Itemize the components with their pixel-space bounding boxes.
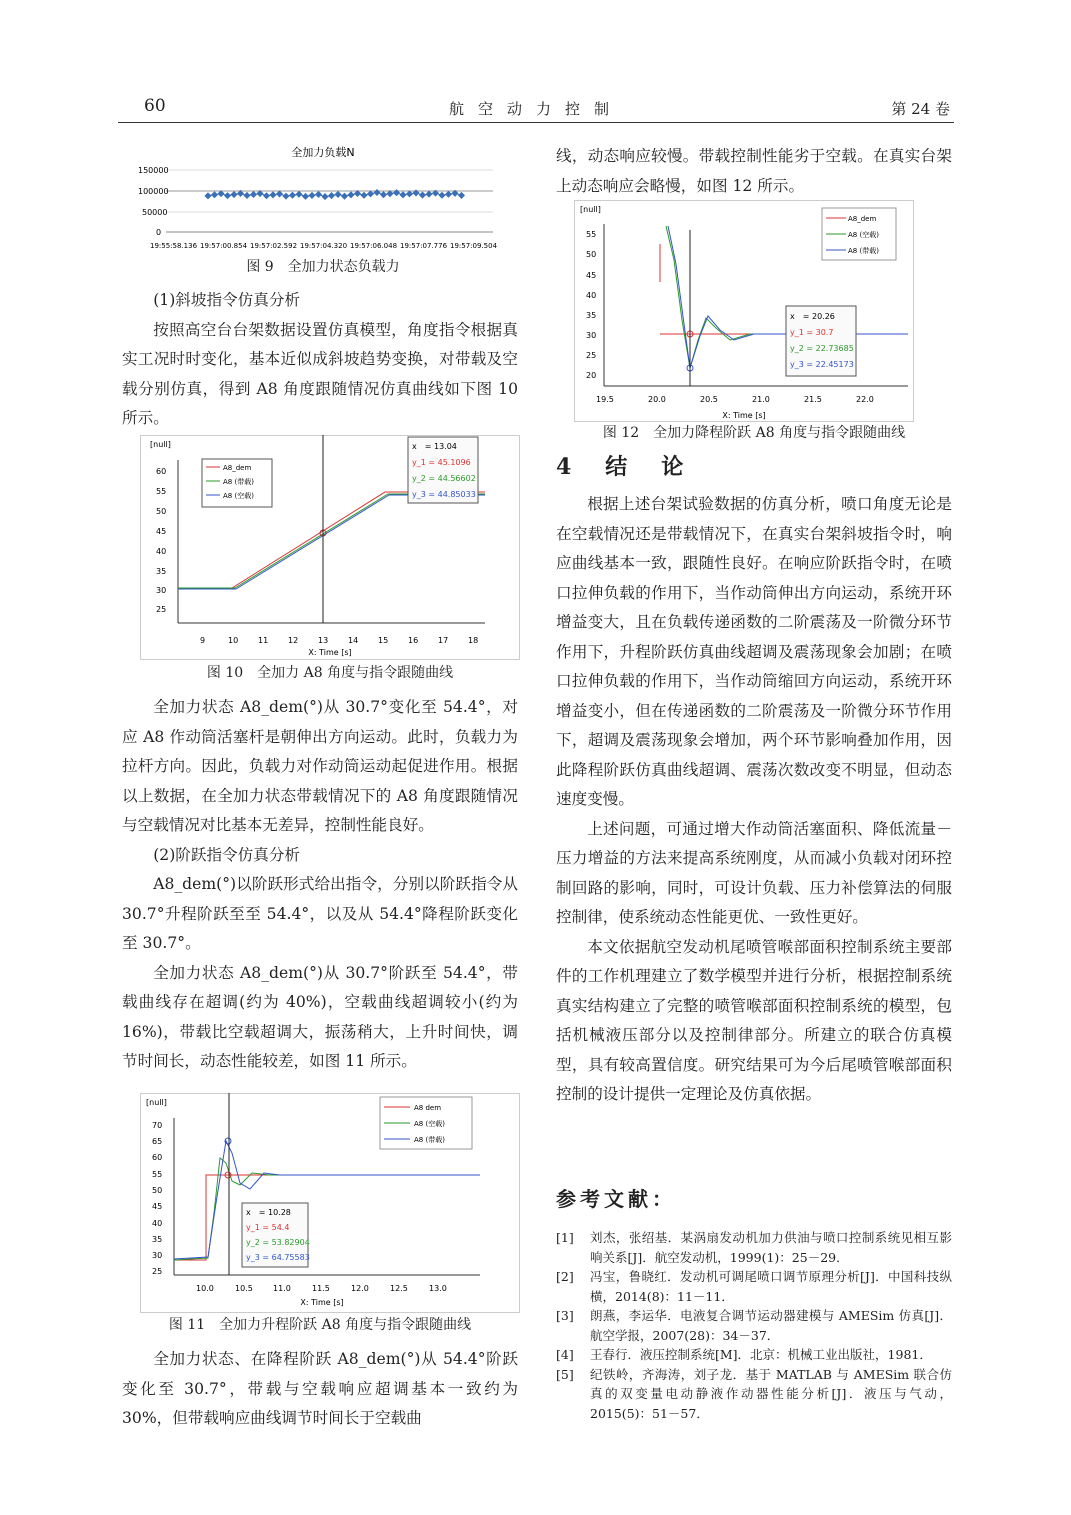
fig10-ytick: 60: [156, 467, 167, 476]
fig9-point: [425, 191, 432, 198]
fig9-point: [328, 192, 335, 199]
ref-number: [3]: [556, 1308, 574, 1323]
fig10-xtick: 9: [200, 636, 206, 645]
fig11-ytick: 50: [152, 1186, 163, 1195]
fig10-ytick: 50: [156, 507, 167, 516]
fig9-point: [224, 192, 231, 199]
fig11-readout-y1: y_1 = 54.4: [246, 1223, 290, 1232]
fig11-xtick: 10.0: [196, 1284, 214, 1293]
paragraph: A8_dem(°)以阶跃形式给出指令，分别以阶跃指令从 30.7°升程阶跃至至 54.4°，以及从 54.4°降程阶跃变化至 30.7°。: [122, 875, 518, 952]
fig12-ytick: 45: [586, 271, 597, 280]
paragraph: 本文依据航空发动机尾喷管喉部面积控制系统主要部件的工作机理建立了数学模型并进行分析，根据控制系统真实结构建立了完整的喷管喉部面积控制系统的模型，包括机械液压部分以及控制律部分。所建立的联合仿真模型，具有较高置信度。研究结果可为今后尾喷管喉部面积控制的设计提供一定理论及仿真依据。: [556, 937, 952, 1103]
section-heading: 4 结 论: [556, 454, 690, 480]
fig9-ytick: 100000: [138, 187, 169, 196]
ref-number: [5]: [556, 1366, 574, 1382]
fig11-legend-1: A8 dem: [414, 1104, 442, 1112]
fig9-xtick: 19:57:02.592: [250, 242, 298, 250]
fig11-ytick: 35: [152, 1235, 163, 1244]
fig10-xlabel: X: Time [s]: [308, 648, 352, 657]
fig9-point: [315, 191, 322, 198]
fig9-point: [269, 191, 276, 198]
fig11-readout-x: x = 10.28: [246, 1208, 291, 1217]
fig11-readout: [242, 1203, 310, 1267]
left-text-1: [122, 286, 518, 434]
fig9-point: [289, 192, 296, 199]
fig11-xtick: 11.0: [273, 1284, 291, 1293]
fig9-point: [380, 191, 387, 198]
fig10-xtick: 14: [348, 636, 359, 645]
fig10-xtick: 11: [258, 636, 269, 645]
fig9-point: [308, 192, 315, 199]
fig9-ytick: 150000: [138, 166, 169, 175]
fig9-point: [419, 192, 426, 199]
fig9-title: 全加力负载N: [291, 146, 355, 159]
fig9-point: [250, 191, 257, 198]
reference-item: [556, 1345, 952, 1365]
fig9-point: [302, 193, 309, 200]
fig9-point: [393, 189, 400, 196]
fig10-ytick: 30: [156, 586, 167, 595]
fig12-caption: 图 12 全加力降程阶跃 A8 角度与指令跟随曲线: [602, 425, 906, 441]
fig9-point: [347, 191, 354, 198]
fig11-ytick: 45: [152, 1202, 163, 1211]
fig9-point: [445, 191, 452, 198]
fig9-point: [243, 192, 250, 199]
fig12-chart: [574, 200, 914, 422]
fig12-legend: [822, 208, 896, 260]
fig11-ytick: 70: [152, 1121, 163, 1130]
fig9-xtick: 19:55:58.136: [150, 242, 198, 250]
fig9-xtick: 19:57:06.048: [350, 242, 398, 250]
fig10-readout-y3: y_3 = 44.85033: [412, 490, 476, 499]
figure-9: [138, 140, 508, 255]
fig9-point: [412, 189, 419, 196]
fig10-xtick: 10: [228, 636, 239, 645]
fig10-chart: [140, 435, 520, 660]
fig10-null: [null]: [150, 440, 171, 449]
fig10-xtick: 17: [438, 636, 449, 645]
fig12-legend-2: A8 (空载): [848, 231, 879, 239]
figure-10: [140, 435, 520, 660]
fig11-readout-y3: y_3 = 64.75583: [246, 1253, 310, 1262]
fig12-readout: [786, 306, 856, 376]
fig11-ytick: 25: [152, 1267, 163, 1276]
fig10-legend-1: A8_dem: [223, 464, 252, 472]
paragraph: 根据上述台架试验数据的仿真分析，喷口角度无论是在空载情况还是带载情况下，在真实台架斜坡指令时，响应曲线基本一致，跟随性良好。在响应阶跃指令时，在喷口拉伸负载的作用下，当作动筒伸出方向运动，系统开环增益变大，且在负载传递函数的二阶震荡及一阶微分环节作用下，升程阶跃仿真曲线超调及震荡现象会加剧；在喷口拉伸负载的作用下，当作动筒缩回方向运动，系统开环增益变小，但在传递函数的二阶震荡及一阶微分环节作用下，超调及震荡现象会增加，两个环节影响叠加作用，因此降程阶跃仿真曲线超调、震荡次数改变不明显，但动态速度变慢。: [556, 495, 952, 808]
fig10-xtick: 18: [468, 636, 479, 645]
fig10-xtick: 13: [318, 636, 329, 645]
fig9-xtick: 19:57:00.854: [200, 242, 248, 250]
fig12-xtick: 21.0: [752, 395, 770, 404]
fig10-legend: [202, 459, 272, 507]
fig10-ytick: 40: [156, 547, 167, 556]
ref-number: [1]: [556, 1230, 574, 1245]
fig9-chart: [138, 140, 508, 255]
right-text-1: [556, 490, 952, 1110]
fig12-xtick: 22.0: [856, 395, 874, 404]
journal-name: 航空动力控制: [448, 100, 623, 118]
fig10-legend-3: A8 (空载): [223, 492, 254, 500]
fig12-readout-y2: y_2 = 22.73685: [790, 344, 854, 353]
fig9-point: [321, 193, 328, 200]
ref-number: [4]: [556, 1347, 574, 1362]
references-heading: 参考文献：: [556, 1187, 676, 1211]
fig9-point: [360, 192, 367, 199]
fig10-legend-2: A8 (带载): [223, 478, 254, 486]
fig9-point: [211, 191, 218, 198]
reference-item: [556, 1365, 952, 1424]
fig10-caption: 图 10 全加力 A8 角度与指令跟随曲线: [206, 665, 454, 681]
fig9-point: [263, 192, 270, 199]
fig9-xtick: 19:57:04.320: [300, 242, 348, 250]
section-step: (2)阶跃指令仿真分析: [153, 845, 301, 864]
page-header: [118, 96, 954, 123]
figure-12: [574, 200, 914, 422]
section-ramp: (1)斜坡指令仿真分析: [153, 291, 301, 309]
fig12-ytick: 20: [586, 371, 597, 380]
fig11-chart: [140, 1093, 520, 1313]
fig12-ytick: 50: [586, 250, 597, 259]
fig10-ytick: 35: [156, 567, 167, 576]
fig11-ytick: 65: [152, 1137, 163, 1146]
fig12-ytick: 40: [586, 291, 597, 300]
fig11-xtick: 12.0: [351, 1284, 369, 1293]
ref-number: [2]: [556, 1269, 574, 1284]
fig11-ytick: 55: [152, 1170, 163, 1179]
fig12-xtick: 21.5: [804, 395, 822, 404]
reference-item: [556, 1267, 952, 1306]
fig10-xtick: 16: [408, 636, 419, 645]
fig9-point: [334, 191, 341, 198]
fig9-point: [295, 191, 302, 198]
paragraph: 按照高空台台架数据设置仿真模型，角度指令根据真实工况时时变化，基本近似成斜坡趋势变换，对带载及空载分别仿真，得到 A8 角度跟随情况仿真曲线如下图 10 所示。: [122, 320, 518, 427]
fig9-caption: 图 9 全加力状态负载力: [246, 259, 400, 275]
fig11-xtick: 10.5: [235, 1284, 253, 1293]
ref-text: 纪铁岭，齐海涛，刘子龙．基于 MATLAB 与 AMESim 联合仿真的双变量电动静液作动器性能分析[J]．液压与气动，2015(5)：51－57．: [590, 1366, 952, 1421]
fig12-xtick: 20.5: [700, 395, 718, 404]
paragraph: 线，动态响应较慢。带载控制性能劣于空载。在真实台架上动态响应会略慢，如图 12 所示。: [556, 147, 952, 195]
fig9-point: [282, 193, 289, 200]
fig12-xtick: 20.0: [648, 395, 666, 404]
right-text-0: [556, 142, 952, 201]
fig12-legend-1: A8_dem: [848, 215, 877, 223]
paragraph: 全加力状态 A8_dem(°)从 30.7°变化至 54.4°，对应 A8 作动筒活塞杆是朝伸出方向运动。此时，负载力为拉杆方向。因此，负载力对作动筒运动起促进作用。根据以上数据，在全加力状态带载情况下的 A8 角度跟随情况与空载情况对比基本无差异，控制性能良好。: [122, 698, 518, 834]
ref-text: 朗燕，李运华．电液复合调节运动器建模与 AMESim 仿真[J]．航空学报，2007(28)：34－37．: [590, 1308, 952, 1343]
fig11-caption: 图 11 全加力升程阶跃 A8 角度与指令跟随曲线: [168, 1317, 472, 1333]
fig10-ytick: 25: [156, 605, 167, 614]
fig10-xtick: 15: [378, 636, 389, 645]
fig11-legend-2: A8 (空载): [414, 1120, 445, 1128]
fig11-ytick: 40: [152, 1219, 163, 1228]
fig12-readout-y1: y_1 = 30.7: [790, 328, 834, 337]
paragraph: 上述问题，可通过增大作动筒活塞面积、降低流量－压力增益的方法来提高系统刚度，从而减小负载对闭环控制回路的影响，同时，可设计负载、压力补偿算法的伺服控制律，使系统动态性能更优、一致性更好。: [556, 819, 952, 926]
fig11-ytick: 60: [152, 1153, 163, 1162]
fig11-xtick: 11.5: [312, 1284, 330, 1293]
fig9-xtick: 19:57:07.776: [400, 242, 448, 250]
fig11-null: [null]: [146, 1098, 167, 1107]
volume: 第 24 卷: [891, 100, 950, 118]
fig9-ytick: 50000: [142, 208, 168, 217]
paragraph: 全加力状态 A8_dem(°)从 30.7°阶跃至 54.4°，带载曲线存在超调(约为 40%)，空载曲线超调较小(约为 16%)，带载比空载超调大，振荡稍大，上升时间快，调节时间长，动态性能较差，如图 11 所示。: [122, 963, 518, 1070]
ref-text: 王春行．液压控制系统[M]．北京：机械工业出版社，1981．: [590, 1347, 932, 1362]
ref-text: 冯宝，鲁晓红．发动机可调尾喷口调节原理分析[J]．中国科技纵横，2014(8)：11－11．: [590, 1269, 952, 1304]
fig12-legend-3: A8 (带载): [848, 247, 879, 255]
page-number: 60: [144, 96, 166, 116]
fig12-null: [null]: [580, 205, 601, 214]
fig11-xtick: 13.0: [429, 1284, 447, 1293]
figure-11: [140, 1093, 520, 1313]
fig9-point: [399, 191, 406, 198]
reference-item: [556, 1306, 952, 1345]
fig9-ytick: 0: [156, 228, 162, 237]
fig11-legend: [380, 1097, 472, 1149]
fig11-legend-3: A8 (带载): [414, 1136, 445, 1144]
fig10-xtick: 12: [288, 636, 299, 645]
fig11-xtick: 12.5: [390, 1284, 408, 1293]
fig9-point: [341, 193, 348, 200]
fig9-xtick: 19:57:09.504: [450, 242, 498, 250]
fig11-readout-y2: y_2 = 53.82904: [246, 1238, 310, 1247]
fig12-xlabel: X: Time [s]: [722, 411, 766, 420]
fig11-ytick: 30: [152, 1251, 163, 1260]
references-list: [556, 1228, 952, 1423]
fig10-readout: [408, 437, 478, 503]
fig12-ytick: 55: [586, 230, 597, 239]
ref-text: 刘杰，张绍基．某涡扇发动机加力供油与喷口控制系统见相互影响关系[J]．航空发动机，1999(1)：25－29．: [590, 1230, 952, 1265]
fig12-xtick: 19.5: [596, 395, 614, 404]
left-text-3: [122, 1345, 518, 1434]
fig10-readout-x: x = 13.04: [412, 442, 457, 451]
paragraph: 全加力状态、在降程阶跃 A8_dem(°)从 54.4°阶跃变化至 30.7°，带载与空载响应超调基本一致约为 30%，但带载响应曲线调节时间长于空载曲: [122, 1350, 518, 1427]
reference-item: [556, 1228, 952, 1267]
fig10-readout-y2: y_2 = 44.56602: [412, 474, 476, 483]
fig12-ytick: 25: [586, 351, 597, 360]
fig9-point: [438, 192, 445, 199]
fig12-readout-x: x = 20.26: [790, 312, 835, 321]
fig12-ytick: 35: [586, 311, 597, 320]
fig9-point: [204, 192, 211, 199]
fig12-readout-y3: y_3 = 22.45173: [790, 360, 854, 369]
fig12-ytick: 30: [586, 331, 597, 340]
fig9-point: [373, 189, 380, 196]
fig9-point: [230, 191, 237, 198]
fig11-xlabel: X: Time [s]: [300, 1298, 344, 1307]
fig10-readout-y1: y_1 = 45.1096: [412, 458, 471, 467]
fig9-point: [458, 192, 465, 199]
fig10-ytick: 45: [156, 527, 167, 536]
fig10-ytick: 55: [156, 487, 167, 496]
left-text-2: [122, 693, 518, 1077]
